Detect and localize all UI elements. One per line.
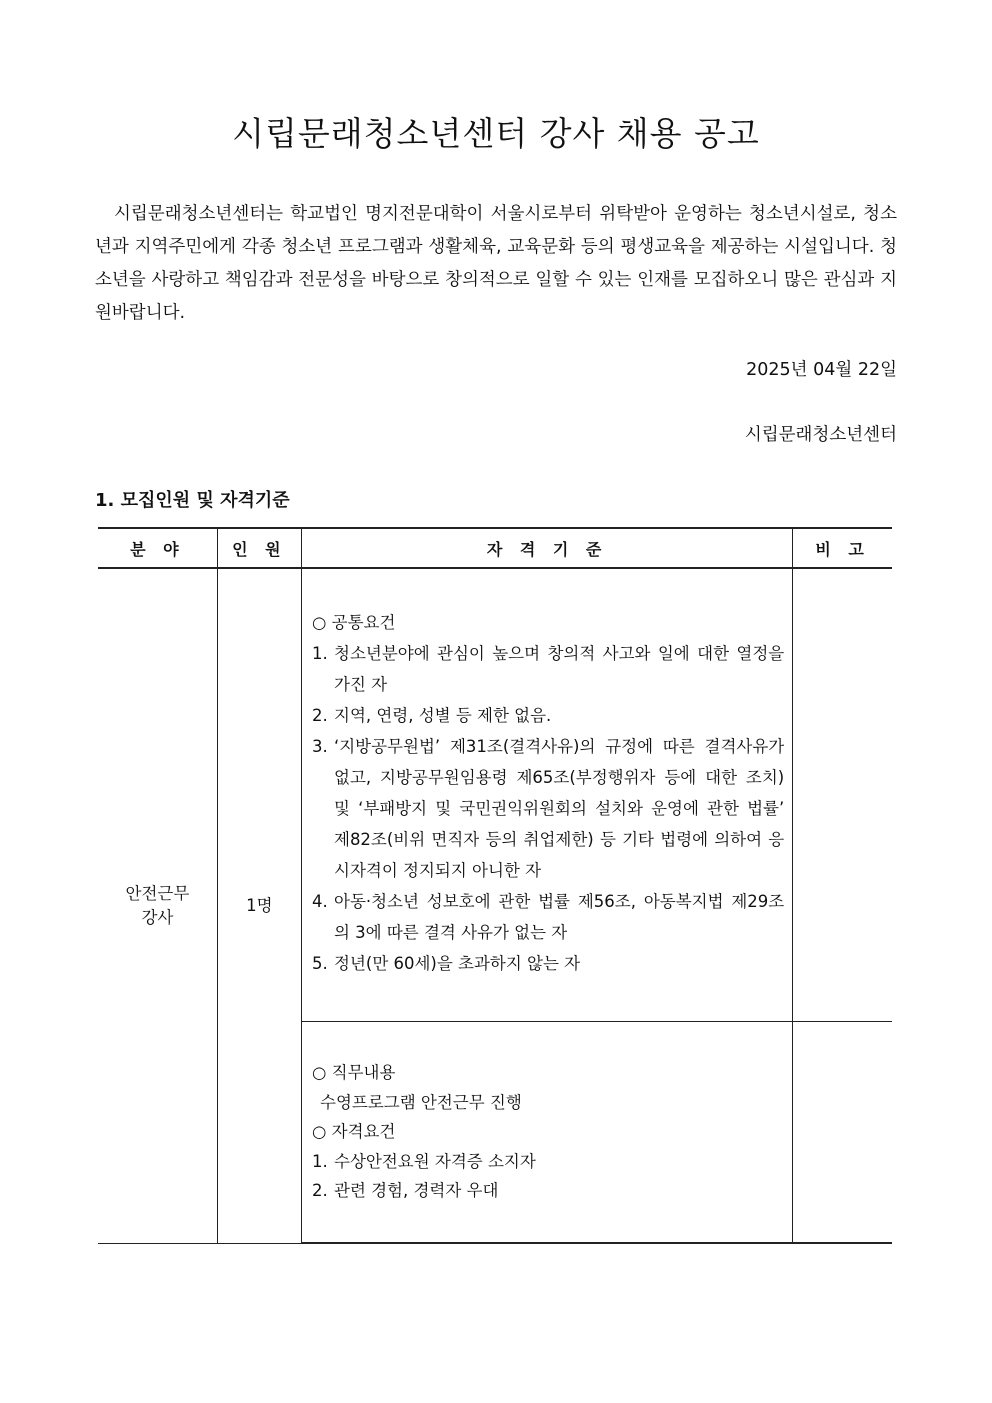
announcement-date: 2025년 04월 22일 bbox=[746, 360, 897, 380]
organization-name: 시립문래청소년센터 bbox=[744, 425, 897, 445]
item-text: 지역, 연령, 성별 등 제한 없음. bbox=[334, 706, 552, 725]
list-item bbox=[312, 1176, 784, 1206]
list-item bbox=[312, 731, 784, 886]
item-text: 수상안전요원 자격증 소지자 bbox=[334, 1151, 536, 1171]
common-requirements-cell bbox=[302, 568, 793, 1022]
item-text: 정년(만 60세)을 초과하지 않는 자 bbox=[334, 954, 581, 973]
field-cell bbox=[98, 568, 217, 1243]
note-cell bbox=[793, 1022, 892, 1244]
qualification-heading: ○ 자격요건 bbox=[312, 1122, 396, 1141]
item-number: 4. bbox=[312, 892, 328, 911]
column-header-field: 분 야 bbox=[98, 528, 217, 568]
item-number: 5. bbox=[312, 954, 328, 973]
table-row bbox=[98, 568, 892, 1022]
item-text: ‘지방공무원법’ 제31조(결격사유)의 규정에 따른 결격사유가 없고, 지방공무원임용령 제65조(부정행위자 등에 대한 조치) 및 ‘부패방지 및 국민권익위원회의 설치와 운영에 관한 법률’ 제82조(비위 면직자 등의 취업제한) 등 기타 법령에 의하여 응시자격이 정지되지 아니한 자 bbox=[334, 737, 785, 880]
item-number: 1. bbox=[312, 1151, 328, 1171]
item-number: 2. bbox=[312, 706, 328, 725]
column-header-note: 비 고 bbox=[793, 528, 892, 568]
section-heading: 1. 모집인원 및 자격기준 bbox=[95, 490, 290, 511]
list-item bbox=[312, 948, 784, 979]
item-text: 관련 경험, 경력자 우대 bbox=[334, 1181, 499, 1200]
job-description: 수영프로그램 안전근무 진행 bbox=[320, 1092, 522, 1112]
list-item bbox=[312, 886, 784, 948]
item-number: 1. bbox=[312, 644, 328, 663]
table-header-row bbox=[98, 528, 892, 568]
field-value: 안전근무 강사 bbox=[125, 883, 190, 927]
job-requirements-cell bbox=[302, 1022, 793, 1244]
item-number: 3. bbox=[312, 737, 328, 756]
count-value: 1명 bbox=[246, 895, 273, 915]
common-requirements-heading: ○ 공통요건 bbox=[312, 613, 396, 632]
list-item bbox=[312, 1147, 784, 1177]
list-item bbox=[312, 700, 784, 731]
recruitment-table bbox=[98, 527, 892, 1244]
item-text: 아동·청소년 성보호에 관한 법률 제56조, 아동복지법 제29조의 3에 따른 결격 사유가 없는 자 bbox=[334, 892, 785, 942]
count-cell bbox=[217, 568, 301, 1243]
column-header-criteria: 자 격 기 준 bbox=[302, 528, 793, 568]
column-header-count: 인 원 bbox=[217, 528, 301, 568]
job-description-heading: ○ 직무내용 bbox=[312, 1063, 396, 1082]
list-item bbox=[312, 638, 784, 700]
item-text: 청소년분야에 관심이 높으며 창의적 사고와 일에 대한 열정을 가진 자 bbox=[334, 644, 785, 694]
item-number: 2. bbox=[312, 1181, 328, 1200]
note-cell bbox=[793, 568, 892, 1022]
intro-paragraph: 시립문래청소년센터는 학교법인 명지전문대학이 서울시로부터 위탁받아 운영하는 청소년시설로, 청소년과 지역주민에게 각종 청소년 프로그램과 생활체육, 교육문화 등의 평생교육을 제공하는 시설입니다. 청소년을 사랑하고 책임감과 전문성을 바탕으로 창의적으로 일할 수 있는 인재를 모집하오니 많은 관심과 지원바랍니다. bbox=[95, 204, 897, 323]
page-title: 시립문래청소년센터 강사 채용 공고 bbox=[232, 114, 760, 153]
